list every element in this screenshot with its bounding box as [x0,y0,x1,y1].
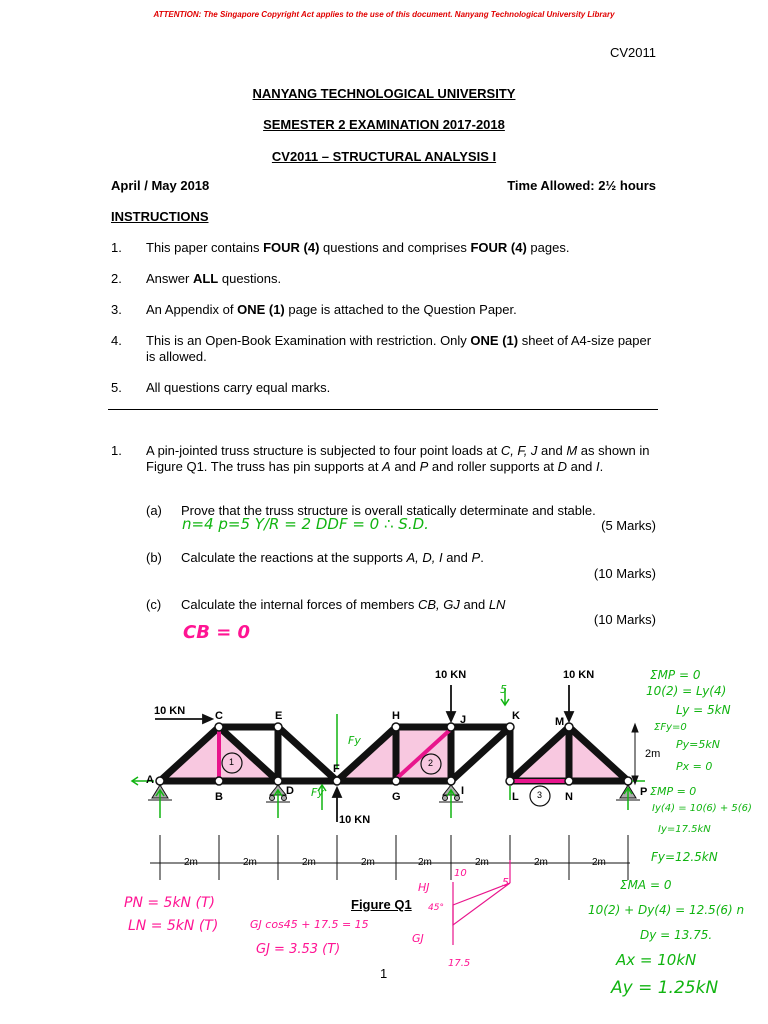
handwritten-note: ΣMP = 0 [650,785,697,798]
handwritten-force: 5 [500,683,507,696]
part-marks: (10 Marks) [593,566,656,581]
handwritten-note: GJ = 3.53 (T) [256,942,341,957]
handwritten-part-a: n=4 p=5 Y/R = 2 DDF = 0 ∴ S.D. [182,515,429,533]
member-circle-label: 1 [229,757,235,767]
node-label: B [215,791,223,803]
node-label: M [555,716,565,728]
instruction-text: This is an Open-Book Examination with restriction. Only ONE (1) sheet of A4-size paper is allowed. [146,333,652,364]
instruction-text: An Appendix of ONE (1) page is attached to the Question Paper. [146,302,517,317]
node-label: K [512,710,520,722]
handwritten-note: Ay = 1.25kN [611,978,719,998]
exam-date: April / May 2018 [111,178,210,193]
figure-caption: Figure Q1 [351,897,412,912]
fbd-label: GJ [412,932,424,945]
part-marks: (5 Marks) [601,518,656,533]
section-divider [108,409,658,410]
load-f: 10 KN [339,814,371,826]
fbd-label: HJ [418,881,430,894]
time-allowed: Time Allowed: 2½ hours [507,178,656,193]
instruction-text: All questions carry equal marks. [146,380,331,395]
node-label: N [565,791,573,803]
instruction-number: 2. [111,271,122,286]
instruction-number: 5. [111,380,122,395]
node-label: F [333,763,340,775]
course-code: CV2011 [609,45,656,60]
university-title: NANYANG TECHNOLOGICAL UNIVERSITY [252,86,516,101]
part-text: Calculate the internal forces of members CB, GJ and LN [181,597,506,612]
part-text: Prove that the truss structure is overall statically determinate and stable. [181,503,596,518]
handwritten-note: Iy(4) = 10(6) + 5(6) [652,803,752,814]
instructions-heading: INSTRUCTIONS [111,209,209,224]
node-label: D [286,785,294,797]
part-label: (b) [146,550,162,565]
span-label: 2m [184,857,198,868]
fbd-label: 10 [454,868,467,879]
node-label: H [392,710,400,722]
node-label: P [640,786,648,798]
node-label: I [461,785,465,797]
handwritten-force: Fy [348,734,361,747]
node-label: E [275,710,283,722]
question-intro: A pin-jointed truss structure is subjected to four point loads at C, F, J and M as shown in Figure Q1. The truss has pin supports at A and P and roller supports at D and I. [146,443,650,474]
node-label: J [460,714,467,726]
part-marks: (10 Marks) [593,612,656,627]
load-j: 10 KN [435,669,467,681]
node-label: A [146,774,154,786]
handwritten-note: Dy = 13.75. [640,928,713,942]
handwritten-note: LN = 5kN (T) [128,918,219,934]
node-label: G [392,791,401,803]
page-number: 1 [380,966,388,981]
handwritten-note: Ly = 5kN [676,703,731,717]
span-label: 2m [302,857,316,868]
question-number: 1. [111,443,122,458]
span-label: 2m [361,857,375,868]
instruction-text: This paper contains FOUR (4) questions and comprises FOUR (4) pages. [146,240,570,255]
instruction-text: Answer ALL questions. [146,271,282,286]
handwritten-note: PN = 5kN (T) [124,895,215,911]
handwritten-note: Px = 0 [676,760,713,773]
member-circle-label: 3 [537,790,543,800]
instruction-number: 4. [111,333,122,348]
fbd-label: 45° [428,903,444,913]
span-label: 2m [534,857,548,868]
instruction-number: 1. [111,240,122,255]
handwritten-force: Fy [311,786,324,799]
part-text: Calculate the reactions at the supports A, D, I and P. [181,550,484,565]
handwritten-note: GJ cos45 + 17.5 = 15 [250,918,369,931]
handwritten-note: Fy=12.5kN [651,850,718,864]
course-title: CV2011 – STRUCTURAL ANALYSIS I [271,149,497,164]
instruction-number: 3. [111,302,122,317]
handwritten-note: ΣMP = 0 [650,668,701,682]
span-label: 2m [592,857,606,868]
handwritten-part-c: CB = 0 [183,622,251,643]
span-label: 2m [243,857,257,868]
handwritten-note: Iy=17.5kN [658,824,711,835]
load-c: 10 KN [154,705,186,717]
part-label: (c) [146,597,162,612]
span-label: 2m [418,857,432,868]
fbd-label: 5 [502,876,509,889]
handwritten-note: ΣMA = 0 [620,878,672,892]
handwritten-note: ΣFy=0 [654,722,687,733]
handwritten-note: 10(2) = Ly(4) [646,684,727,698]
handwritten-note: Ax = 10kN [616,951,697,969]
member-circle-label: 2 [428,758,434,768]
handwritten-note: 10(2) + Dy(4) = 12.5(6) n [588,903,745,917]
part-label: (a) [146,503,162,518]
load-m: 10 KN [563,669,595,681]
span-label: 2m [475,857,489,868]
fbd-label: 17.5 [448,958,471,969]
node-label: C [215,710,223,722]
height-label: 2m [645,748,661,760]
exam-title: SEMESTER 2 EXAMINATION 2017-2018 [263,117,505,132]
copyright-banner: ATTENTION: The Singapore Copyright Act applies to the use of this document. Nanyang Technological University Library [153,10,615,19]
handwritten-note: Py=5kN [676,738,720,751]
node-label: L [512,791,519,803]
